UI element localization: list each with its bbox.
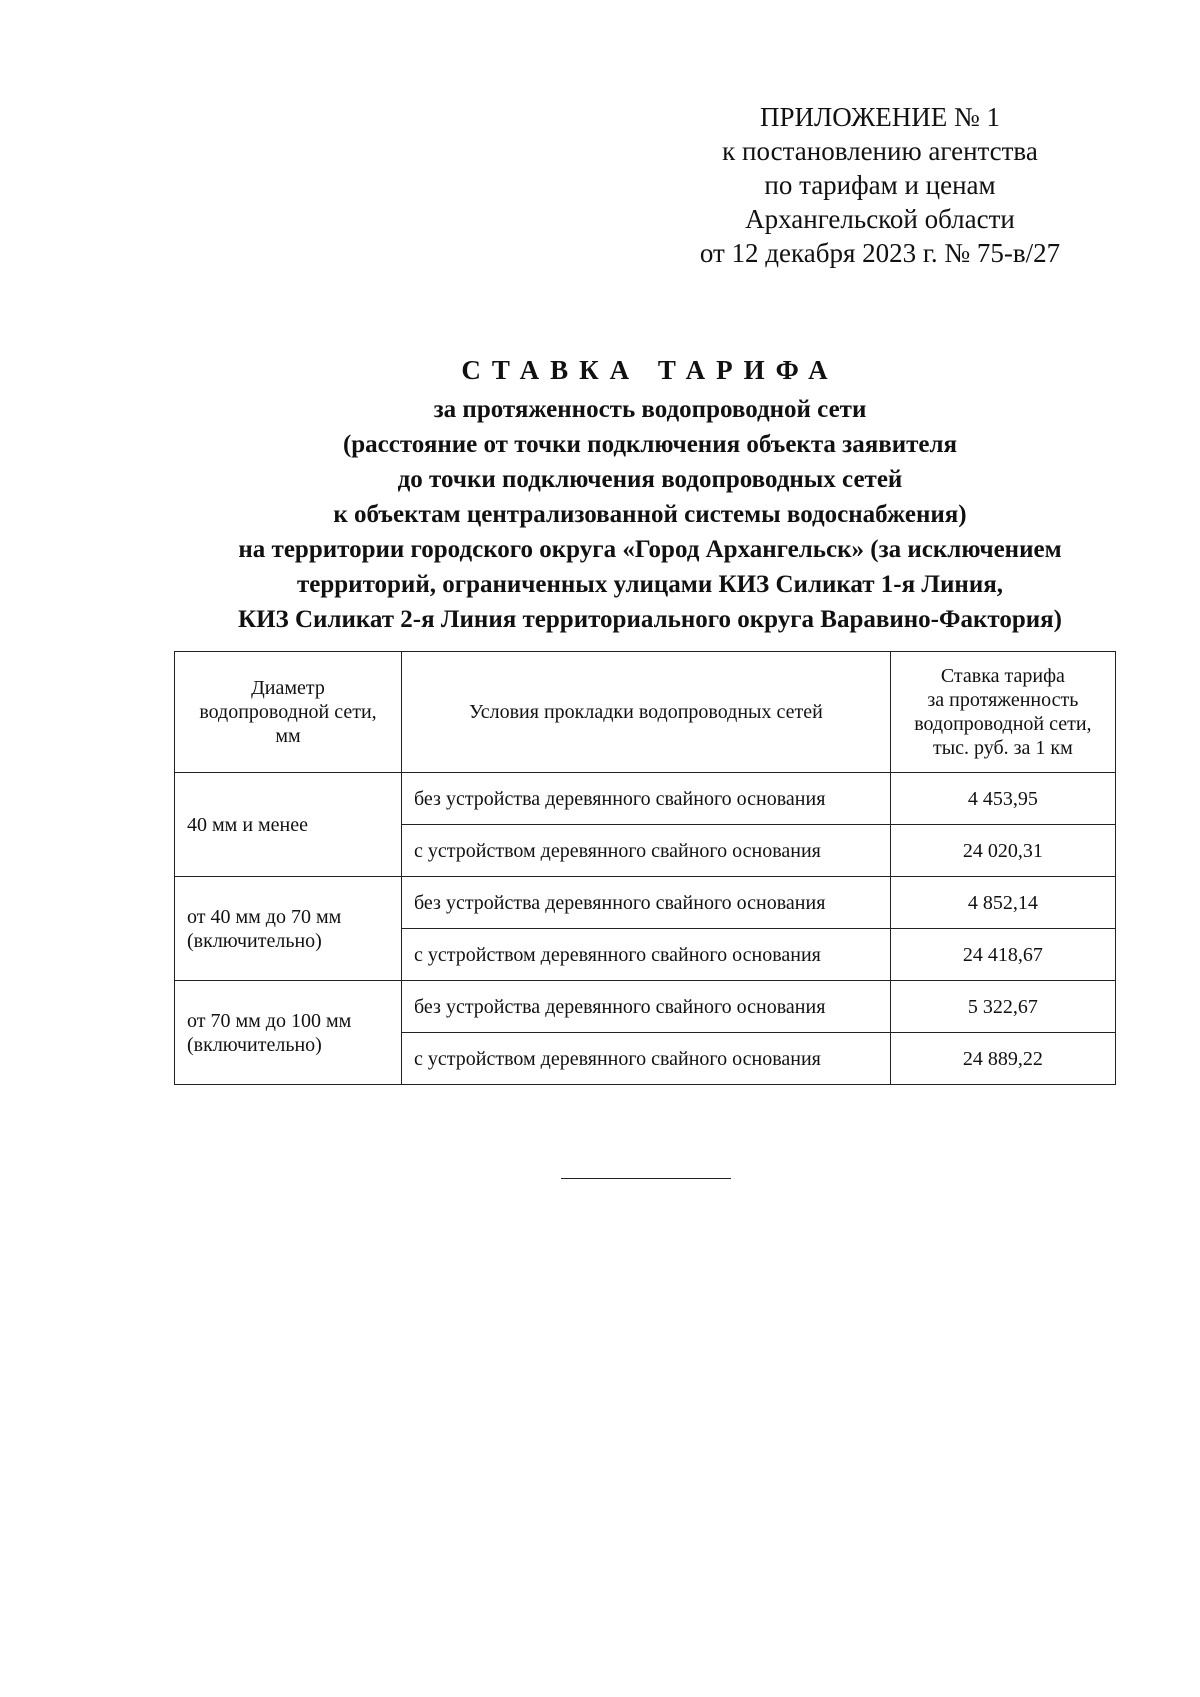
title-line: к объектам централизованной системы водоснабжения)	[333, 501, 967, 528]
condition-cell: с устройством деревянного свайного основания	[402, 825, 891, 877]
table-row	[175, 981, 1116, 1033]
appendix-header	[680, 100, 1080, 270]
condition-cell: без устройства деревянного свайного основания	[402, 773, 891, 825]
header-diameter: Диаметр водопроводной сети, мм	[175, 652, 402, 773]
table-header-row	[175, 652, 1116, 773]
tariff-table	[174, 651, 1116, 1085]
condition-cell: с устройством деревянного свайного основания	[402, 1033, 891, 1085]
title-line: КИЗ Силикат 2-я Линия территориального округа Варавино-Фактория)	[237, 606, 1062, 633]
header-conditions: Условия прокладки водопроводных сетей	[402, 652, 891, 773]
condition-cell: без устройства деревянного свайного основания	[402, 981, 891, 1033]
table-row	[175, 877, 1116, 929]
end-divider-line	[561, 1178, 731, 1179]
rate-cell: 24 020,31	[890, 825, 1115, 877]
table-row	[175, 773, 1116, 825]
title-line: на территории городского округа «Город Архангельск» (за исключением	[238, 536, 1062, 563]
document-title	[100, 352, 1200, 637]
diameter-cell: от 70 мм до 100 мм (включительно)	[175, 981, 402, 1085]
appendix-line: по тарифам и ценам	[764, 170, 996, 200]
appendix-number: ПРИЛОЖЕНИЕ № 1	[759, 102, 1001, 132]
diameter-cell: 40 мм и менее	[175, 773, 402, 877]
rate-cell: 24 418,67	[890, 929, 1115, 981]
rate-cell: 5 322,67	[890, 981, 1115, 1033]
condition-cell: без устройства деревянного свайного основания	[402, 877, 891, 929]
appendix-date-number: от 12 декабря 2023 г. № 75-в/27	[699, 238, 1061, 268]
condition-cell: с устройством деревянного свайного основания	[402, 929, 891, 981]
title-line: до точки подключения водопроводных сетей	[397, 466, 903, 493]
rate-cell: 24 889,22	[890, 1033, 1115, 1085]
title-line: территорий, ограниченных улицами КИЗ Силикат 1-я Линия,	[296, 571, 1004, 598]
title-heading: СТАВКА ТАРИФА	[461, 355, 839, 385]
appendix-line: к постановлению агентства	[722, 136, 1038, 166]
title-line: (расстояние от точки подключения объекта заявителя	[342, 431, 958, 458]
title-line: за протяженность водопроводной сети	[433, 396, 867, 423]
diameter-cell: от 40 мм до 70 мм (включительно)	[175, 877, 402, 981]
appendix-line: Архангельской области	[745, 204, 1015, 234]
header-rate: Ставка тарифа за протяженность водопроводной сети, тыс. руб. за 1 км	[890, 652, 1115, 773]
rate-cell: 4 453,95	[890, 773, 1115, 825]
rate-cell: 4 852,14	[890, 877, 1115, 929]
